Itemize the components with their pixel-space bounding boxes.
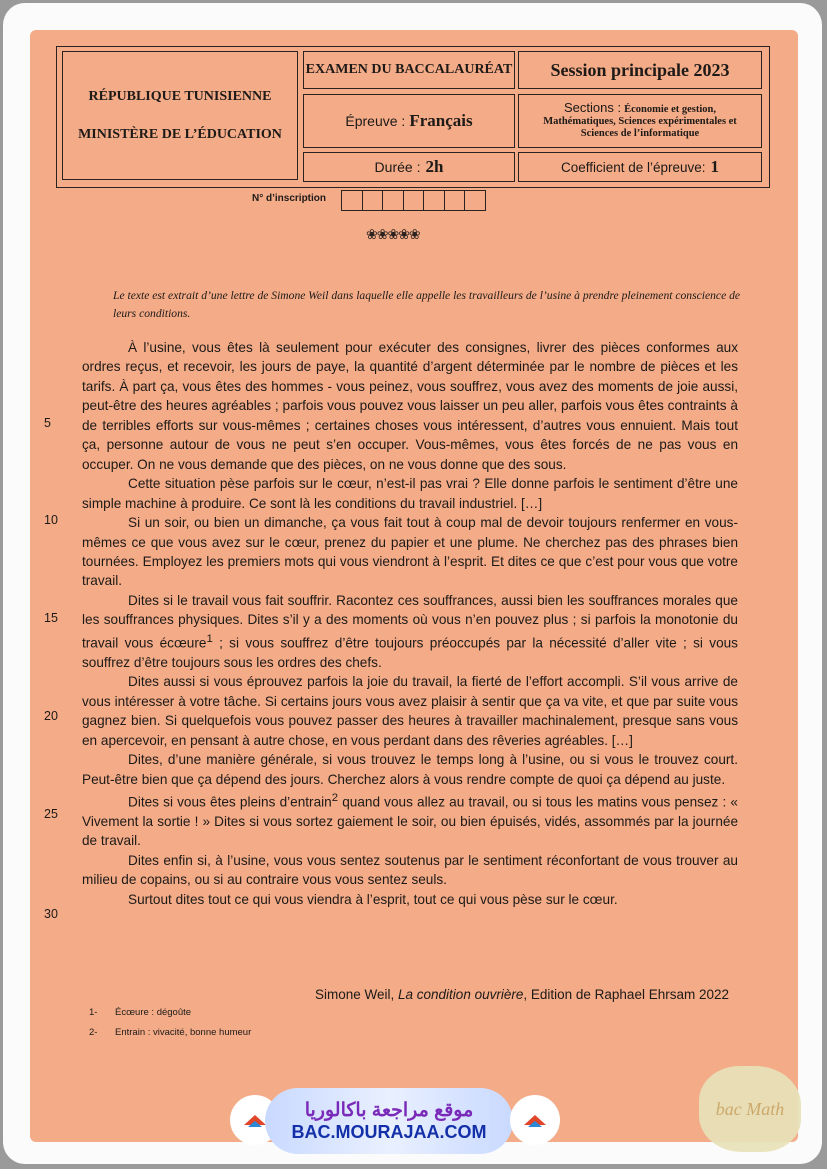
inscription-digit-box[interactable]: [382, 190, 404, 211]
inscription-digit-box[interactable]: [341, 190, 363, 211]
epreuve-value: Français: [409, 111, 473, 130]
line-number: 15: [44, 611, 58, 625]
paragraph: Cette situation pèse parfois sur le cœur, n’est-il pas vrai ? Elle donne parfois le sentiment d’être une simple machine à produire. Ce sont là les conditions du travail industriel. […]: [82, 476, 738, 511]
sections-label: Sections :: [563, 100, 622, 115]
duree-label: Durée :: [374, 159, 421, 175]
inscription-digit-box[interactable]: [362, 190, 384, 211]
paragraph: Dites enfin si, à l’usine, vous vous sentez soutenus par le sentiment réconfortant de vous trouver au milieu de copains, ou si au contraire vous vous sentez seuls.: [82, 852, 738, 888]
paragraph: Surtout dites tout ce qui vous viendra à l’esprit, tout ce qui vous pèse sur le cœur.: [128, 891, 618, 907]
inscription-label: N° d’inscription: [252, 193, 326, 204]
inscription-digit-box[interactable]: [423, 190, 445, 211]
source-citation: Simone Weil, La condition ouvrière, Edition de Raphael Ehrsam 2022: [314, 987, 729, 1002]
banner-arabic-text: موقع مراجعة باكالوريا: [304, 1100, 474, 1121]
republic-label: RÉPUBLIQUE TUNISIENNE: [88, 88, 272, 104]
duree-value: 2h: [425, 157, 444, 176]
epreuve-label: Épreuve :: [345, 113, 406, 129]
paragraph: Dites si vous êtes pleins d’entrain$^2$ quand vous allez au travail, ou si tous les matins vous pensez : « Vivement la sortie ! » Dites si vous sortez gaiement le soir, ou bien épuisés, vidés, assommés par la journée de travail.: [82, 791, 738, 849]
sections-value-1: Économie et gestion,: [624, 104, 717, 115]
inscription-boxes[interactable]: [342, 190, 486, 211]
coef-value: 1: [710, 157, 720, 176]
footnote-ref: 2: [331, 791, 339, 804]
line-number: 10: [44, 513, 58, 527]
sections-value-2: Mathématiques, Sciences expérimentales et: [543, 116, 737, 127]
exam-label: EXAMEN DU BACCALAURÉAT: [303, 51, 515, 89]
paragraph: Dites, d’une manière générale, si vous trouvez le temps long à l’usine, ou si vous le trouvez court. Peut-être bien que ça dépend des jours. Cherchez alors à vous rendre compte de quoi ça dépend au juste.: [82, 752, 738, 787]
flower-ornament-icon: ❀❀❀❀❀: [366, 226, 420, 242]
site-logo-icon: [510, 1095, 560, 1145]
footnote: 1- Écœure : dégoûte: [89, 1007, 192, 1018]
duree-box: [303, 152, 515, 182]
line-number: 20: [44, 709, 58, 723]
sections-value-3: Sciences de l’informatique: [580, 128, 700, 139]
inscription-digit-box[interactable]: [464, 190, 486, 211]
intro-text: Le texte est extrait d’une lettre de Simone Weil dans laquelle elle appelle les travailleurs de l’usine à prendre pleinement conscience de leurs conditions.: [113, 289, 741, 320]
footnotes: [89, 1003, 251, 1043]
site-banner[interactable]: [265, 1088, 513, 1154]
line-number: 30: [44, 907, 58, 921]
paragraph: Dites aussi si vous éprouvez parfois la joie du travail, la fierté de l’effort accompli. S’il vous arrive de vous intéresser à votre tâche. Si certains jours vous avez plaisir à sentir que ça va vite, et que par suite vous gagnez bien. Si quelquefois vous pouvez passer des heures à travailler machinalement, presque sans vous en apercevoir, en pensant à autre chose, en vous perdant dans des rêveries agréables. […]: [82, 674, 738, 748]
paragraph: Dites si le travail vous fait souffrir. Racontez ces souffrances, aussi bien les souffrances morales que les souffrances physiques. Dites s’il y a des moments où vous n’en pouvez plus ; si parfois la monotonie du travail vous écœure$^1$ ; si vous souffrez d’être toujours préoccupés par la nécessité d’aller vite ; si vous souffrez d’être toujours sous les ordres des chefs.: [82, 592, 738, 670]
footnote: 2- Entrain : vivacité, bonne humeur: [89, 1027, 252, 1038]
footnote-ref: 1: [206, 632, 213, 645]
main-text: [82, 338, 738, 909]
coef-label: Coefficient de l’épreuve:: [560, 159, 706, 175]
ministry-box: [62, 51, 298, 180]
banner-url-link[interactable]: BAC.MOURAJAA.COM: [291, 1122, 487, 1142]
paragraph: Si un soir, ou bien un dimanche, ça vous fait tout à coup mal de devoir toujours renfermer en vous-mêmes ce que vous avez sur le cœur, prenez du papier et une plume. Ne cherchez pas des phrases bien tournées. Employez les premiers mots qui vous viendront à l’esprit. Et dites ce que c’est pour vous que votre travail.: [82, 515, 738, 589]
sections-box: [518, 94, 762, 148]
epreuve-box: [303, 94, 515, 148]
line-number: 5: [44, 416, 51, 430]
inscription-digit-box[interactable]: [444, 190, 466, 211]
line-number: 25: [44, 807, 58, 821]
ministry-label: MINISTÈRE DE L’ÉDUCATION: [78, 126, 282, 142]
inscription-digit-box[interactable]: [403, 190, 425, 211]
session-label: Session principale 2023: [518, 51, 762, 89]
coef-box: [518, 152, 762, 182]
bac-math-stamp: bac Math: [699, 1066, 801, 1152]
paragraph: À l’usine, vous êtes là seulement pour exécuter des consignes, livrer des pièces conformes aux ordres reçus, et recevoir, les jours de paye, la quantité d’argent déterminée par le nombre de pièces et les tarifs. À part ça, vous êtes des hommes - vous peinez, vous souffrez, vous avez des moments de joie aussi, peut-être des heures agréables ; parfois vous pouvez vous laisser un peu aller, parfois vous êtes contraints à de terribles efforts sur vous-mêmes ; certaines choses vous intéressent, d’autres vous ennuient. Mais tout ça, personne autour de vous ne peut s’en occuper. Vous-mêmes, vous êtes forcés de ne pas vous en occuper. On ne vous demande que des pièces, on ne vous donne que des sous.: [82, 340, 738, 472]
